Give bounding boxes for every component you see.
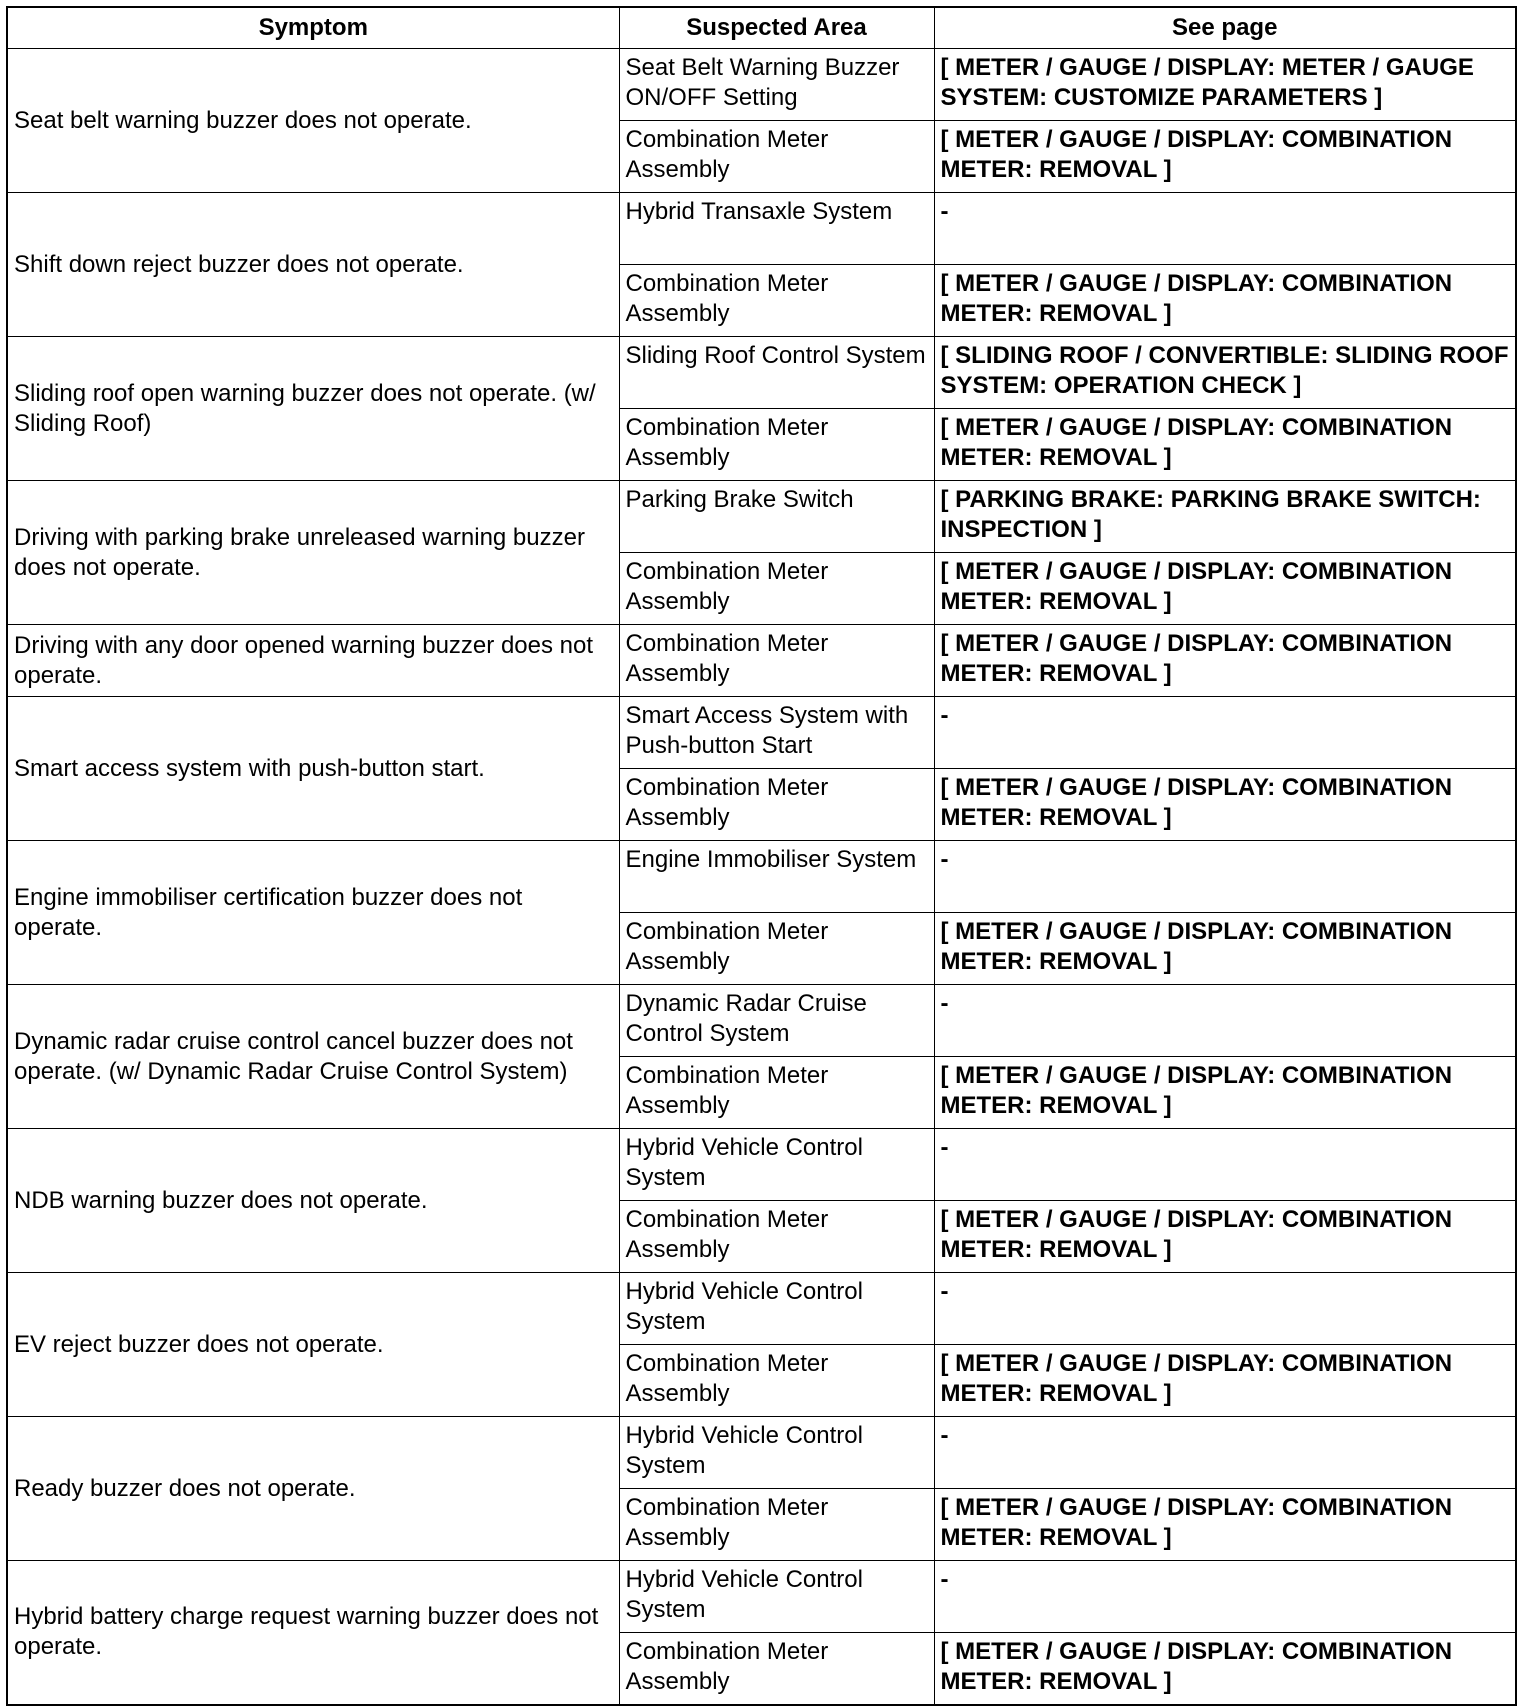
symptom-cell: EV reject buzzer does not operate. — [7, 1273, 619, 1417]
symptom-table-container — [6, 6, 1515, 1706]
table-header — [7, 7, 1516, 49]
table-row — [7, 337, 1516, 409]
symptom-cell: Engine immobiliser certification buzzer does not operate. — [7, 841, 619, 985]
suspected-area-cell: Combination Meter Assembly — [619, 1057, 934, 1129]
see-page-cell: - — [934, 193, 1516, 265]
suspected-area-cell: Combination Meter Assembly — [619, 409, 934, 481]
table-row — [7, 697, 1516, 769]
symptom-cell: Shift down reject buzzer does not operate. — [7, 193, 619, 337]
see-page-cell: [ METER / GAUGE / DISPLAY: COMBINATION METER: REMOVAL ] — [934, 913, 1516, 985]
table-row — [7, 625, 1516, 697]
suspected-area-cell: Combination Meter Assembly — [619, 1489, 934, 1561]
see-page-cell: [ METER / GAUGE / DISPLAY: METER / GAUGE SYSTEM: CUSTOMIZE PARAMETERS ] — [934, 49, 1516, 121]
table-row — [7, 49, 1516, 121]
suspected-area-cell: Hybrid Transaxle System — [619, 193, 934, 265]
header-suspected-area: Suspected Area — [619, 7, 934, 49]
symptom-cell: NDB warning buzzer does not operate. — [7, 1129, 619, 1273]
table-row — [7, 1417, 1516, 1489]
header-see-page: See page — [934, 7, 1516, 49]
suspected-area-cell: Dynamic Radar Cruise Control System — [619, 985, 934, 1057]
table-row — [7, 1561, 1516, 1633]
see-page-cell: [ METER / GAUGE / DISPLAY: COMBINATION METER: REMOVAL ] — [934, 769, 1516, 841]
symptom-cell: Smart access system with push-button start. — [7, 697, 619, 841]
see-page-cell: - — [934, 841, 1516, 913]
suspected-area-cell: Sliding Roof Control System — [619, 337, 934, 409]
suspected-area-cell: Hybrid Vehicle Control System — [619, 1129, 934, 1201]
see-page-cell: [ METER / GAUGE / DISPLAY: COMBINATION METER: REMOVAL ] — [934, 1201, 1516, 1273]
see-page-cell: - — [934, 985, 1516, 1057]
symptom-cell: Dynamic radar cruise control cancel buzzer does not operate. (w/ Dynamic Radar Cruise Control System) — [7, 985, 619, 1129]
symptom-cell: Ready buzzer does not operate. — [7, 1417, 619, 1561]
see-page-cell: [ METER / GAUGE / DISPLAY: COMBINATION METER: REMOVAL ] — [934, 625, 1516, 697]
suspected-area-cell: Combination Meter Assembly — [619, 769, 934, 841]
see-page-cell: [ PARKING BRAKE: PARKING BRAKE SWITCH: INSPECTION ] — [934, 481, 1516, 553]
suspected-area-cell: Combination Meter Assembly — [619, 913, 934, 985]
table-row — [7, 481, 1516, 553]
suspected-area-cell: Hybrid Vehicle Control System — [619, 1561, 934, 1633]
table-row — [7, 985, 1516, 1057]
see-page-cell: [ METER / GAUGE / DISPLAY: COMBINATION METER: REMOVAL ] — [934, 1489, 1516, 1561]
header-row — [7, 7, 1516, 49]
see-page-cell: - — [934, 1417, 1516, 1489]
header-symptom: Symptom — [7, 7, 619, 49]
suspected-area-cell: Smart Access System with Push-button Start — [619, 697, 934, 769]
see-page-cell: [ METER / GAUGE / DISPLAY: COMBINATION METER: REMOVAL ] — [934, 553, 1516, 625]
suspected-area-cell: Combination Meter Assembly — [619, 265, 934, 337]
table-body — [7, 49, 1516, 1705]
symptom-cell: Hybrid battery charge request warning buzzer does not operate. — [7, 1561, 619, 1705]
symptom-table — [6, 6, 1517, 1706]
suspected-area-cell: Seat Belt Warning Buzzer ON/OFF Setting — [619, 49, 934, 121]
see-page-cell: [ METER / GAUGE / DISPLAY: COMBINATION METER: REMOVAL ] — [934, 1633, 1516, 1705]
see-page-cell: [ METER / GAUGE / DISPLAY: COMBINATION METER: REMOVAL ] — [934, 121, 1516, 193]
suspected-area-cell: Hybrid Vehicle Control System — [619, 1417, 934, 1489]
suspected-area-cell: Engine Immobiliser System — [619, 841, 934, 913]
table-row — [7, 1129, 1516, 1201]
suspected-area-cell: Combination Meter Assembly — [619, 121, 934, 193]
table-row — [7, 193, 1516, 265]
symptom-cell: Seat belt warning buzzer does not operate. — [7, 49, 619, 193]
suspected-area-cell: Parking Brake Switch — [619, 481, 934, 553]
suspected-area-cell: Combination Meter Assembly — [619, 625, 934, 697]
table-row — [7, 841, 1516, 913]
see-page-cell: [ METER / GAUGE / DISPLAY: COMBINATION METER: REMOVAL ] — [934, 1345, 1516, 1417]
symptom-cell: Driving with any door opened warning buzzer does not operate. — [7, 625, 619, 697]
suspected-area-cell: Hybrid Vehicle Control System — [619, 1273, 934, 1345]
see-page-cell: [ METER / GAUGE / DISPLAY: COMBINATION METER: REMOVAL ] — [934, 265, 1516, 337]
see-page-cell: - — [934, 697, 1516, 769]
see-page-cell: [ SLIDING ROOF / CONVERTIBLE: SLIDING ROOF SYSTEM: OPERATION CHECK ] — [934, 337, 1516, 409]
suspected-area-cell: Combination Meter Assembly — [619, 1345, 934, 1417]
see-page-cell: - — [934, 1273, 1516, 1345]
see-page-cell: - — [934, 1129, 1516, 1201]
see-page-cell: - — [934, 1561, 1516, 1633]
suspected-area-cell: Combination Meter Assembly — [619, 1633, 934, 1705]
suspected-area-cell: Combination Meter Assembly — [619, 553, 934, 625]
table-row — [7, 1273, 1516, 1345]
symptom-cell: Driving with parking brake unreleased warning buzzer does not operate. — [7, 481, 619, 625]
see-page-cell: [ METER / GAUGE / DISPLAY: COMBINATION METER: REMOVAL ] — [934, 409, 1516, 481]
see-page-cell: [ METER / GAUGE / DISPLAY: COMBINATION METER: REMOVAL ] — [934, 1057, 1516, 1129]
symptom-cell: Sliding roof open warning buzzer does not operate. (w/ Sliding Roof) — [7, 337, 619, 481]
suspected-area-cell: Combination Meter Assembly — [619, 1201, 934, 1273]
